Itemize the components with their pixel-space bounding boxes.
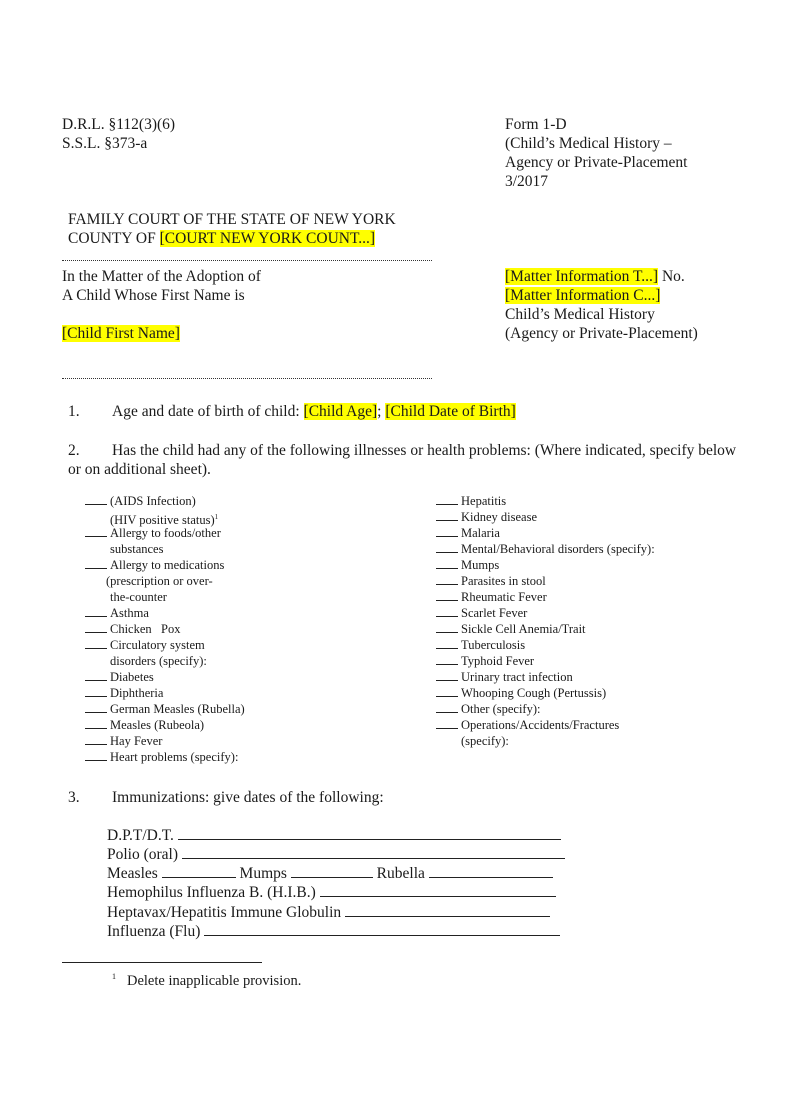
dotted-divider-bottom bbox=[62, 378, 432, 379]
dpt-date-field[interactable] bbox=[178, 825, 561, 840]
form-number: Form 1-D bbox=[505, 116, 567, 133]
section2-text-line2: or on additional sheet). bbox=[68, 461, 211, 478]
checkbox-blank[interactable] bbox=[436, 574, 458, 585]
illness-item: Allergy to foods/other bbox=[85, 525, 221, 541]
illness-item: Tuberculosis bbox=[436, 637, 525, 653]
illness-item: Whooping Cough (Pertussis) bbox=[436, 685, 606, 701]
illness-item: Chicken Pox bbox=[85, 621, 180, 637]
illness-item: Typhoid Fever bbox=[436, 653, 534, 669]
rubella-date-field[interactable] bbox=[429, 863, 553, 878]
form-title-line1: (Child’s Medical History – bbox=[505, 135, 672, 152]
county-line bbox=[68, 229, 375, 249]
flu-date-field[interactable] bbox=[204, 921, 560, 936]
illness-item: Asthma bbox=[85, 605, 149, 621]
checkbox-blank[interactable] bbox=[436, 622, 458, 633]
matter-case-line bbox=[505, 286, 660, 306]
checkbox-blank[interactable] bbox=[436, 654, 458, 665]
section1-number: 1. bbox=[68, 403, 80, 420]
checkbox-blank[interactable] bbox=[85, 622, 107, 633]
checkbox-blank[interactable] bbox=[85, 750, 107, 761]
child-first-name-line bbox=[62, 324, 180, 344]
illness-item: Allergy to medications bbox=[85, 557, 224, 573]
county-field[interactable]: [COURT NEW YORK COUNT...] bbox=[159, 230, 376, 247]
illness-item: disorders (specify): bbox=[110, 654, 207, 668]
illness-item: German Measles (Rubella) bbox=[85, 701, 245, 717]
section2-text-line1: Has the child had any of the following illnesses or health problems: (Where indicated, specify below bbox=[112, 442, 737, 459]
illness-item: (prescription or over- bbox=[106, 574, 213, 588]
illness-item: substances bbox=[110, 542, 164, 556]
footnote-marker: 1 bbox=[112, 972, 116, 981]
immunization-row-heptavax: Heptavax/Hepatitis Immune Globulin bbox=[107, 902, 550, 923]
mumps-date-field[interactable] bbox=[291, 863, 373, 878]
illness-item: Other (specify): bbox=[436, 701, 540, 717]
checkbox-blank[interactable] bbox=[85, 638, 107, 649]
illness-item: Heart problems (specify): bbox=[85, 749, 238, 765]
illness-item: (HIV positive status)$^1$ bbox=[110, 513, 219, 528]
section1-label: Age and date of birth of child: bbox=[112, 403, 304, 420]
child-age-field[interactable]: [Child Age] bbox=[303, 403, 378, 420]
checkbox-blank[interactable] bbox=[436, 670, 458, 681]
illness-item: Diphtheria bbox=[85, 685, 163, 701]
immunization-row-dpt: D.P.T/D.T. bbox=[107, 825, 561, 846]
statute-reference-drl: D.R.L. §112(3)(6) bbox=[62, 116, 176, 133]
illness-item: Mumps bbox=[436, 557, 499, 573]
checkbox-blank[interactable] bbox=[436, 686, 458, 697]
checkbox-blank[interactable] bbox=[85, 670, 107, 681]
illness-item: Kidney disease bbox=[436, 509, 537, 525]
separator: ; bbox=[377, 403, 386, 420]
caption-doc-title: Child’s Medical History bbox=[505, 306, 655, 323]
checkbox-blank[interactable] bbox=[436, 718, 458, 729]
county-label: COUNTY OF bbox=[68, 230, 160, 247]
illness-item: Measles (Rubeola) bbox=[85, 717, 204, 733]
footnote-marker: 1 bbox=[214, 513, 219, 521]
illness-item: Mental/Behavioral disorders (specify): bbox=[436, 541, 655, 557]
checkbox-blank[interactable] bbox=[436, 542, 458, 553]
immunization-row-polio: Polio (oral) bbox=[107, 844, 565, 865]
immunization-row-mmr: Measles Mumps Rubella bbox=[107, 863, 553, 884]
hib-date-field[interactable] bbox=[320, 882, 556, 897]
illness-item: Sickle Cell Anemia/Trait bbox=[436, 621, 586, 637]
checkbox-blank[interactable] bbox=[436, 606, 458, 617]
no-label: No. bbox=[658, 268, 685, 285]
checkbox-blank[interactable] bbox=[85, 718, 107, 729]
illness-item: Rheumatic Fever bbox=[436, 589, 547, 605]
checkbox-blank[interactable] bbox=[436, 638, 458, 649]
illness-item: Circulatory system bbox=[85, 637, 205, 653]
checkbox-blank[interactable] bbox=[436, 702, 458, 713]
caption-matter-line1: In the Matter of the Adoption of bbox=[62, 268, 261, 285]
checkbox-blank[interactable] bbox=[85, 606, 107, 617]
illness-item: Parasites in stool bbox=[436, 573, 546, 589]
illness-item: Operations/Accidents/Fractures bbox=[436, 717, 619, 733]
illness-item: Scarlet Fever bbox=[436, 605, 527, 621]
checkbox-blank[interactable] bbox=[436, 558, 458, 569]
child-first-name-field[interactable]: [Child First Name] bbox=[62, 325, 180, 342]
immunization-row-flu: Influenza (Flu) bbox=[107, 921, 560, 942]
section1-line bbox=[112, 402, 516, 422]
section3-title: Immunizations: give dates of the following: bbox=[112, 789, 384, 806]
checkbox-blank[interactable] bbox=[436, 526, 458, 537]
immunization-row-hib: Hemophilus Influenza B. (H.I.B.) bbox=[107, 882, 556, 903]
illness-item: Urinary tract infection bbox=[436, 669, 573, 685]
checkbox-blank[interactable] bbox=[85, 686, 107, 697]
illness-item: Malaria bbox=[436, 525, 500, 541]
illness-item: the-counter bbox=[110, 590, 167, 604]
heptavax-date-field[interactable] bbox=[345, 902, 550, 917]
section3-number: 3. bbox=[68, 789, 80, 806]
illness-item: Hay Fever bbox=[85, 733, 162, 749]
checkbox-blank[interactable] bbox=[85, 558, 107, 569]
polio-date-field[interactable] bbox=[182, 844, 565, 859]
illness-item: Hepatitis bbox=[436, 493, 506, 509]
checkbox-blank[interactable] bbox=[85, 702, 107, 713]
checkbox-blank[interactable] bbox=[436, 590, 458, 601]
matter-type-line bbox=[505, 267, 685, 287]
footnote-text: Delete inapplicable provision. bbox=[127, 973, 302, 989]
illness-item: Diabetes bbox=[85, 669, 154, 685]
checkbox-blank[interactable] bbox=[85, 734, 107, 745]
measles-date-field[interactable] bbox=[162, 863, 236, 878]
caption-matter-line2: A Child Whose First Name is bbox=[62, 287, 245, 304]
statute-reference-ssl: S.S.L. §373-a bbox=[62, 135, 148, 152]
footnote-separator bbox=[62, 962, 262, 963]
court-name: FAMILY COURT OF THE STATE OF NEW YORK bbox=[68, 211, 396, 228]
checkbox-blank[interactable] bbox=[85, 526, 107, 537]
matter-type-field[interactable]: [Matter Information T...] bbox=[505, 268, 659, 285]
illness-item: (AIDS Infection) bbox=[85, 493, 196, 509]
checkbox-blank[interactable] bbox=[436, 510, 458, 521]
matter-case-field[interactable]: [Matter Information C...] bbox=[505, 287, 661, 304]
dotted-divider-top bbox=[62, 260, 432, 261]
caption-doc-subtitle: (Agency or Private-Placement) bbox=[505, 325, 698, 342]
section2-number: 2. bbox=[68, 442, 80, 459]
child-dob-field[interactable]: [Child Date of Birth] bbox=[385, 403, 516, 420]
checkbox-blank[interactable] bbox=[85, 494, 107, 505]
illness-item: (specify): bbox=[461, 734, 509, 748]
form-date: 3/2017 bbox=[505, 173, 549, 190]
checkbox-blank[interactable] bbox=[436, 494, 458, 505]
form-title-line2: Agency or Private-Placement bbox=[505, 154, 688, 171]
